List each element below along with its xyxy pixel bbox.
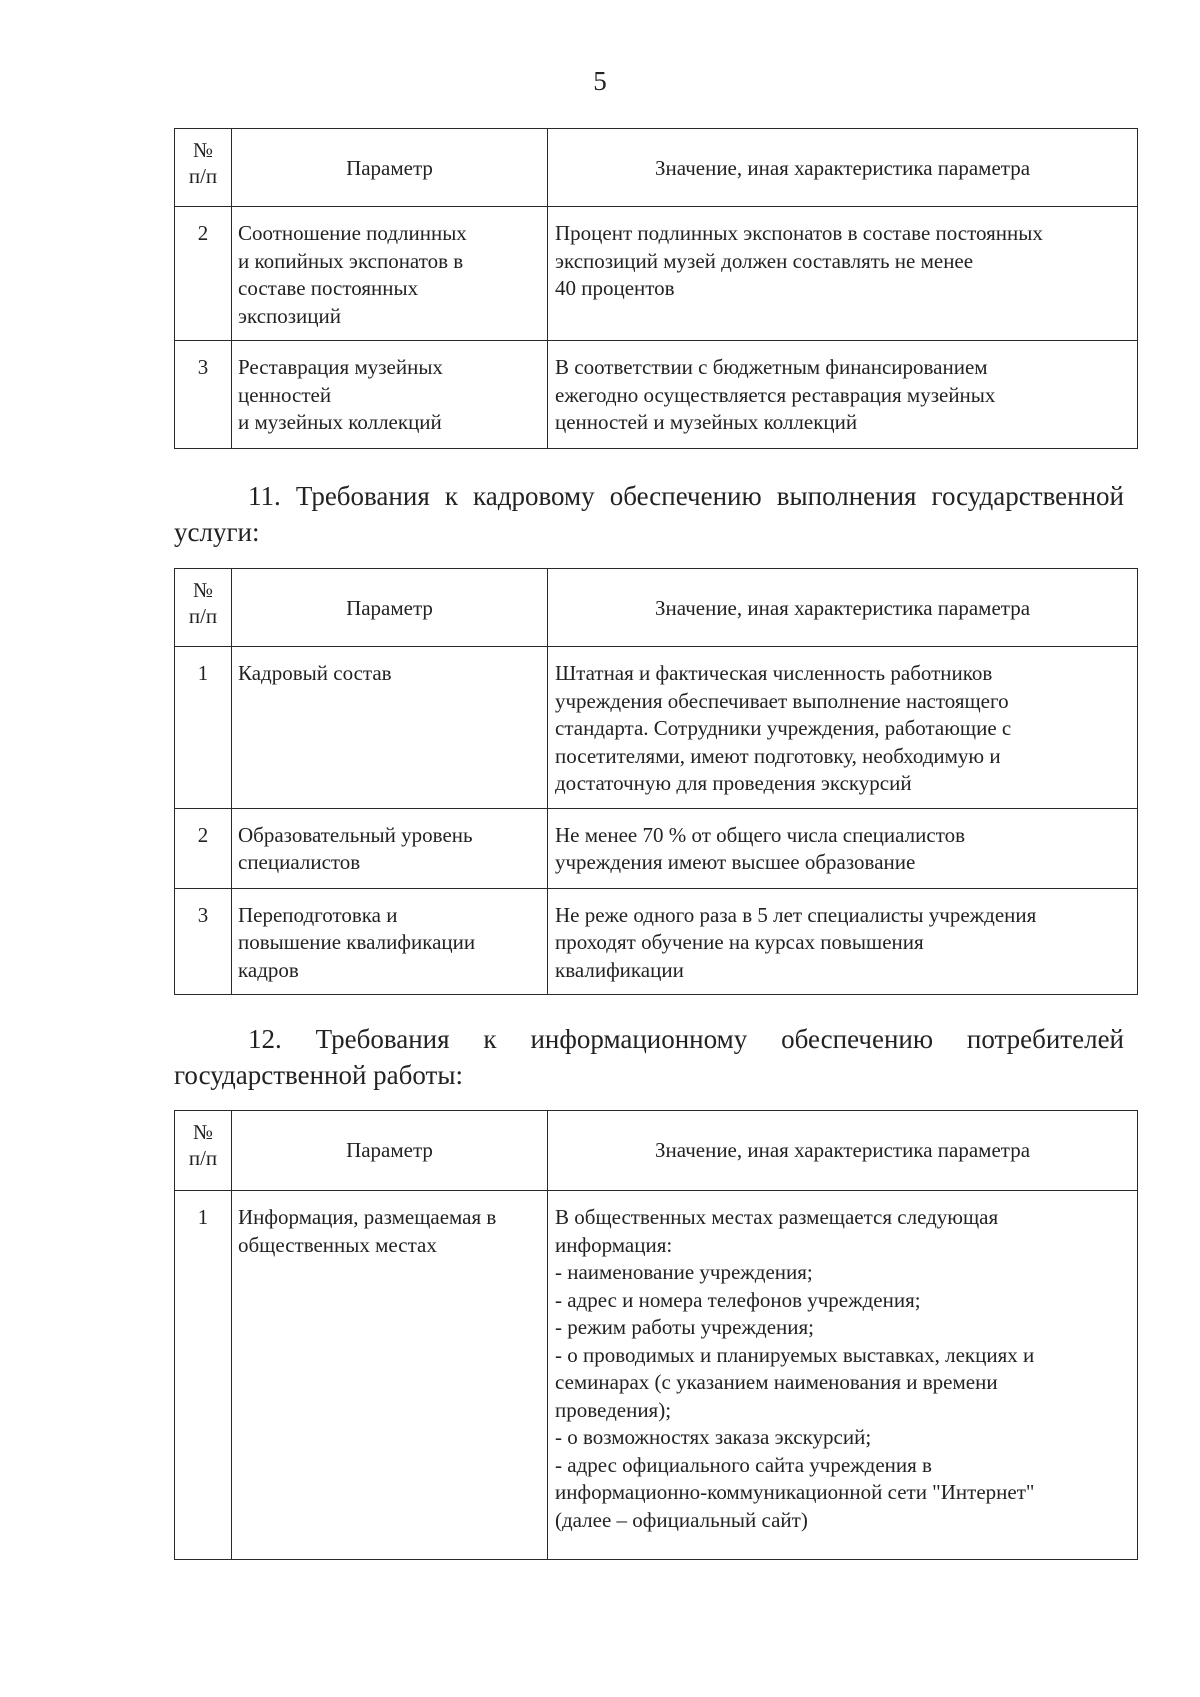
table-row	[175, 808, 1138, 888]
header-parameter: Параметр	[232, 569, 548, 647]
header-parameter: Параметр	[232, 129, 548, 207]
header-value: Значение, иная характеристика параметра	[548, 1111, 1138, 1191]
row-value: Штатная и фактическая численность работников учреждения обеспечивает выполнение настоящего стандарта. Сотрудники учреждения, работающие с посетителями, имеют подготовку, необходимую и достаточную для проведения экскурсий	[548, 647, 1138, 809]
header-number: № п/п	[175, 569, 232, 647]
row-parameter: Информация, размещаемая в общественных местах	[232, 1191, 548, 1560]
section-heading-information	[174, 1021, 1124, 1093]
header-number: № п/п	[175, 129, 232, 207]
row-parameter: Реставрация музейных ценностей и музейных коллекций	[232, 341, 548, 449]
row-parameter: Кадровый состав	[232, 647, 548, 809]
header-number: № п/п	[175, 1111, 232, 1191]
row-number: 3	[175, 888, 232, 995]
row-value: В общественных местах размещается следующая информация: - наименование учреждения; - адрес и номера телефонов учреждения; - режим работы учреждения; - о проводимых и планируемых выставках, лекциях и семинарах (с указанием наименования и времени проведения); - о возможностях заказа экскурсий; - адрес официального сайта учреждения в информационно-коммуникационной сети "Интернет" (далее – официальный сайт)	[548, 1191, 1138, 1560]
table-row	[175, 341, 1138, 449]
section-heading-staffing	[174, 478, 1124, 550]
table-staffing	[174, 568, 1138, 995]
row-number: 2	[175, 808, 232, 888]
row-number: 1	[175, 647, 232, 809]
table-header-row	[175, 1111, 1138, 1191]
header-value: Значение, иная характеристика параметра	[548, 569, 1138, 647]
table-information	[174, 1110, 1138, 1560]
header-parameter: Параметр	[232, 1111, 548, 1191]
table-row	[175, 888, 1138, 995]
table-museum-items	[174, 128, 1138, 449]
row-value: Не реже одного раза в 5 лет специалисты учреждения проходят обучение на курсах повышения квалификации	[548, 888, 1138, 995]
row-value: Процент подлинных экспонатов в составе постоянных экспозиций музей должен составлять не менее 40 процентов	[548, 207, 1138, 341]
table-row	[175, 1191, 1138, 1560]
table-row	[175, 647, 1138, 809]
section-heading-line: 11. Требования к кадровому обеспечению выполнения государственной	[248, 481, 1124, 511]
table-row	[175, 207, 1138, 341]
section-heading-line: услуги:	[174, 517, 260, 547]
table-header-row	[175, 569, 1138, 647]
header-value: Значение, иная характеристика параметра	[548, 129, 1138, 207]
row-value: В соответствии с бюджетным финансированием ежегодно осуществляется реставрация музейных ценностей и музейных коллекций	[548, 341, 1138, 449]
row-value: Не менее 70 % от общего числа специалистов учреждения имеют высшее образование	[548, 808, 1138, 888]
table-header-row	[175, 129, 1138, 207]
row-number: 2	[175, 207, 232, 341]
row-parameter: Соотношение подлинных и копийных экспонатов в составе постоянных экспозиций	[232, 207, 548, 341]
section-heading-line: государственной работы:	[174, 1060, 463, 1090]
row-number: 1	[175, 1191, 232, 1560]
row-parameter: Переподготовка и повышение квалификации кадров	[232, 888, 548, 995]
row-number: 3	[175, 341, 232, 449]
page-number: 5	[593, 66, 607, 96]
row-parameter: Образовательный уровень специалистов	[232, 808, 548, 888]
section-heading-line: 12. Требования к информационному обеспечению потребителей	[248, 1024, 1124, 1054]
